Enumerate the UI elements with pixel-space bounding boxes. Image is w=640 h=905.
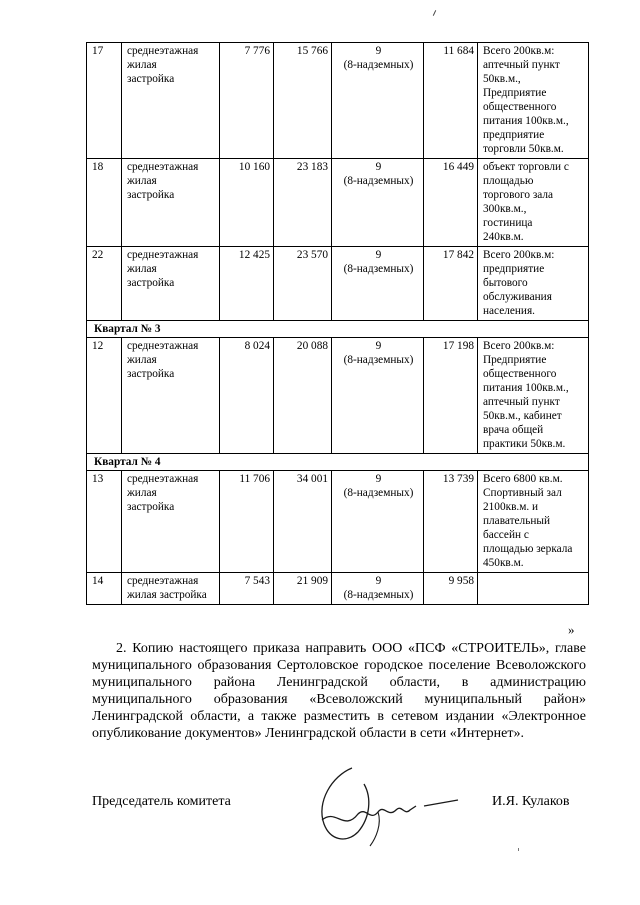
paragraph-2: 2. Копию настоящего приказа направить ООО «ПСФ «СТРОИТЕЛЬ», главе муниципального образования Сертоловское городское поселение Всеволожского муниципального района Ленинградской области, в администрацию муниципального образования «Всеволожский муниципальный район» Ленинградской области, а также разместить в сетевом издании «Электронное опубликование документов» Ленинградской области в сети «Интернет».: [92, 641, 586, 741]
floors-above-ground: (8-надземных): [343, 354, 414, 366]
cell-note: [478, 573, 589, 605]
cell-value-c: 16 449: [424, 159, 478, 247]
cell-floors: [332, 573, 424, 605]
cell-floors: [332, 43, 424, 159]
cell-value-c: 13 739: [424, 471, 478, 573]
cell-number: 14: [87, 573, 122, 605]
cell-value-b: 21 909: [274, 573, 332, 605]
cell-value-a: 7 776: [220, 43, 274, 159]
cell-note: объект торговли с площадью торгового зала 300кв.м., гостиница 240кв.м.: [478, 159, 589, 247]
page-tick-mark: [433, 10, 436, 16]
cell-number: 17: [87, 43, 122, 159]
cell-value-a: 7 543: [220, 573, 274, 605]
floors-above-ground: (8-надземных): [343, 175, 414, 187]
cell-zone-type: среднеэтажная жилая застройка: [122, 43, 220, 159]
cell-zone-type: среднеэтажная жилая застройка: [122, 247, 220, 321]
cell-value-c: 11 684: [424, 43, 478, 159]
quarter-header-row: [87, 454, 589, 471]
cell-zone-type: среднеэтажная жилая застройка: [122, 471, 220, 573]
cell-note: Всего 200кв.м: Предприятие общественного питания 100кв.м., аптечный пункт 50кв.м., кабинет врача общей практики 50кв.м.: [478, 338, 589, 454]
cell-value-b: 23 183: [274, 159, 332, 247]
cell-value-a: 12 425: [220, 247, 274, 321]
floors-above-ground: (8-надземных): [343, 59, 414, 71]
floors-above-ground: (8-надземных): [343, 263, 414, 275]
quarter-label: Квартал № 3: [87, 321, 589, 338]
cell-number: 18: [87, 159, 122, 247]
cell-value-c: 17 842: [424, 247, 478, 321]
table-row: [87, 247, 589, 321]
table-row: [87, 159, 589, 247]
cell-value-a: 8 024: [220, 338, 274, 454]
floors-total: 9: [375, 161, 382, 173]
floors-total: 9: [375, 575, 382, 587]
floors-total: 9: [375, 249, 382, 261]
handwritten-signature: [312, 762, 462, 848]
floors-above-ground: (8-надземных): [343, 589, 414, 601]
quarter-label: Квартал № 4: [87, 454, 589, 471]
cell-value-a: 11 706: [220, 471, 274, 573]
cell-value-b: 23 570: [274, 247, 332, 321]
table-row: [87, 573, 589, 605]
page-dot-mark: [518, 848, 519, 851]
cell-note: Всего 200кв.м: предприятие бытового обслуживания населения.: [478, 247, 589, 321]
floors-total: 9: [375, 45, 382, 57]
cell-zone-type: среднеэтажная жилая застройка: [122, 573, 220, 605]
floors-above-ground: (8-надземных): [343, 487, 414, 499]
quarter-header-row: [87, 321, 589, 338]
cell-zone-type: среднеэтажная жилая застройка: [122, 159, 220, 247]
floors-total: 9: [375, 340, 382, 352]
table-row: [87, 43, 589, 159]
table-row: [87, 471, 589, 573]
cell-note: Всего 6800 кв.м. Спортивный зал 2100кв.м. и плавательный бассейн с площадью зеркала 450кв.м.: [478, 471, 589, 573]
construction-table: [86, 42, 589, 605]
signer-name: И.Я. Кулаков: [492, 794, 570, 809]
cell-floors: [332, 159, 424, 247]
cell-zone-type: среднеэтажная жилая застройка: [122, 338, 220, 454]
cell-value-a: 10 160: [220, 159, 274, 247]
cell-floors: [332, 338, 424, 454]
cell-value-c: 17 198: [424, 338, 478, 454]
cell-number: 22: [87, 247, 122, 321]
signer-title: Председатель комитета: [92, 794, 231, 809]
cell-floors: [332, 247, 424, 321]
cell-value-b: 34 001: [274, 471, 332, 573]
cell-number: 13: [87, 471, 122, 573]
cell-floors: [332, 471, 424, 573]
cell-value-c: 9 958: [424, 573, 478, 605]
cell-note: Всего 200кв.м: аптечный пункт 50кв.м., Предприятие общественного питания 100кв.м., предприятие торговли 50кв.м.: [478, 43, 589, 159]
cell-value-b: 15 766: [274, 43, 332, 159]
table-row: [87, 338, 589, 454]
closing-quote: »: [568, 622, 575, 637]
cell-number: 12: [87, 338, 122, 454]
floors-total: 9: [375, 473, 382, 485]
cell-value-b: 20 088: [274, 338, 332, 454]
